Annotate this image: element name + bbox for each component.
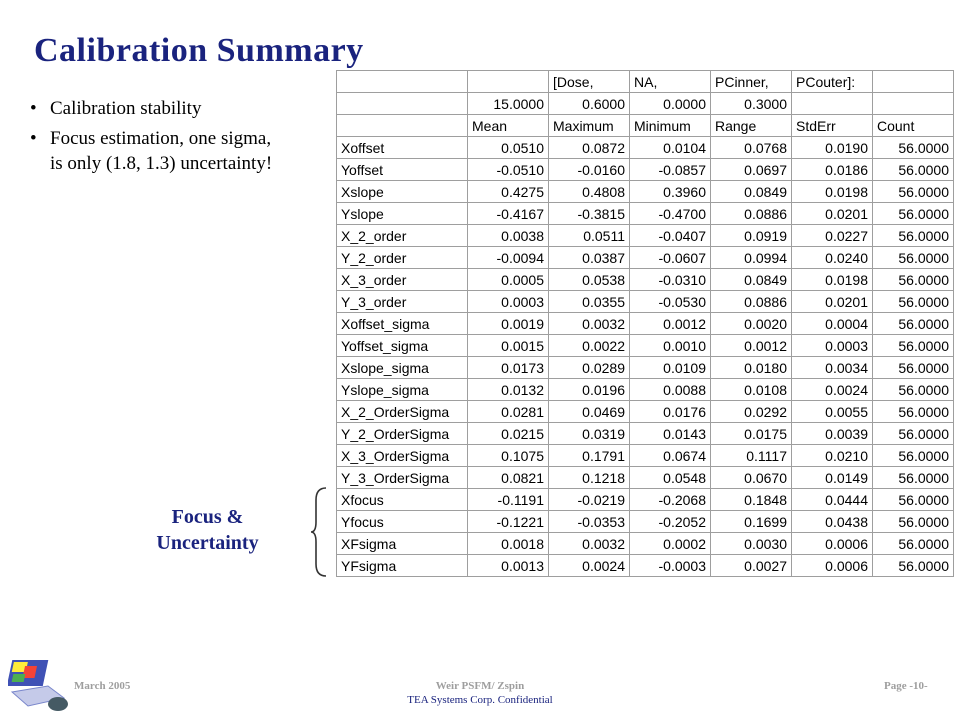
row-label-cell: X_2_OrderSigma bbox=[337, 401, 468, 423]
row-label-cell: Yoffset_sigma bbox=[337, 335, 468, 357]
table-cell: 0.0849 bbox=[711, 181, 792, 203]
table-cell: 0.0032 bbox=[549, 533, 630, 555]
table-cell: 0.0005 bbox=[468, 269, 549, 291]
bullet-list bbox=[30, 96, 280, 181]
table-header-row bbox=[337, 71, 954, 93]
calibration-table bbox=[336, 70, 954, 577]
table-cell: 0.0886 bbox=[711, 291, 792, 313]
row-label-cell: Y_2_order bbox=[337, 247, 468, 269]
table-cell: 0.6000 bbox=[549, 93, 630, 115]
table-cell: -0.0310 bbox=[630, 269, 711, 291]
row-label-cell bbox=[337, 115, 468, 137]
table-cell: 0.0175 bbox=[711, 423, 792, 445]
row-label-cell: Xoffset_sigma bbox=[337, 313, 468, 335]
bullet-item: • Calibration stability bbox=[30, 96, 280, 121]
calibration-table-body bbox=[337, 71, 954, 577]
table-cell: 56.0000 bbox=[873, 269, 954, 291]
table-row bbox=[337, 291, 954, 313]
table-row bbox=[337, 269, 954, 291]
table-cell: 0.0004 bbox=[792, 313, 873, 335]
row-label-cell: YFsigma bbox=[337, 555, 468, 577]
footer-title: Weir PSFM/ Zspin bbox=[435, 680, 525, 692]
table-cell: -0.0094 bbox=[468, 247, 549, 269]
table-cell: 56.0000 bbox=[873, 357, 954, 379]
table-cell: Mean bbox=[468, 115, 549, 137]
table-cell: 0.0006 bbox=[792, 555, 873, 577]
table-cell: 0.1699 bbox=[711, 511, 792, 533]
table-cell bbox=[873, 71, 954, 93]
tea-systems-logo-icon bbox=[8, 652, 72, 716]
table-cell: 0.0149 bbox=[792, 467, 873, 489]
table-cell: 56.0000 bbox=[873, 159, 954, 181]
table-header-row bbox=[337, 115, 954, 137]
table-cell: 0.0027 bbox=[711, 555, 792, 577]
table-row bbox=[337, 137, 954, 159]
table-cell: 0.0186 bbox=[792, 159, 873, 181]
table-cell: 15.0000 bbox=[468, 93, 549, 115]
table-cell: 0.0038 bbox=[468, 225, 549, 247]
row-label-cell: XFsigma bbox=[337, 533, 468, 555]
table-cell: 56.0000 bbox=[873, 489, 954, 511]
table-row bbox=[337, 225, 954, 247]
table-cell: 0.0012 bbox=[711, 335, 792, 357]
table-cell: 0.0000 bbox=[630, 93, 711, 115]
table-cell: 0.0002 bbox=[630, 533, 711, 555]
row-label-cell: Yfocus bbox=[337, 511, 468, 533]
table-cell: Count bbox=[873, 115, 954, 137]
table-cell: 0.0022 bbox=[549, 335, 630, 357]
table-cell: Range bbox=[711, 115, 792, 137]
table-cell: 0.0010 bbox=[630, 335, 711, 357]
row-label-cell: Xslope_sigma bbox=[337, 357, 468, 379]
table-cell: 0.0994 bbox=[711, 247, 792, 269]
table-cell: 0.0240 bbox=[792, 247, 873, 269]
table-cell: 0.0024 bbox=[549, 555, 630, 577]
row-label-cell: Yoffset bbox=[337, 159, 468, 181]
table-cell: 0.0132 bbox=[468, 379, 549, 401]
table-row bbox=[337, 203, 954, 225]
table-cell: 0.0438 bbox=[792, 511, 873, 533]
table-cell: StdErr bbox=[792, 115, 873, 137]
table-cell: 56.0000 bbox=[873, 379, 954, 401]
table-cell: 0.3960 bbox=[630, 181, 711, 203]
table-cell: 0.4275 bbox=[468, 181, 549, 203]
table-cell: 0.1848 bbox=[711, 489, 792, 511]
table-cell: 0.0018 bbox=[468, 533, 549, 555]
table-cell bbox=[792, 93, 873, 115]
row-label-cell: Xfocus bbox=[337, 489, 468, 511]
table-cell: 0.0215 bbox=[468, 423, 549, 445]
table-cell: 0.0292 bbox=[711, 401, 792, 423]
table-cell: 0.0198 bbox=[792, 269, 873, 291]
table-row bbox=[337, 313, 954, 335]
row-label-cell: X_3_OrderSigma bbox=[337, 445, 468, 467]
table-cell: -0.2052 bbox=[630, 511, 711, 533]
table-cell: 0.0034 bbox=[792, 357, 873, 379]
footer-page-number: Page -10- bbox=[884, 680, 928, 692]
table-cell: 0.0674 bbox=[630, 445, 711, 467]
table-cell: 0.1218 bbox=[549, 467, 630, 489]
table-cell: -0.0160 bbox=[549, 159, 630, 181]
row-label-cell: X_2_order bbox=[337, 225, 468, 247]
table-cell: -0.4700 bbox=[630, 203, 711, 225]
table-cell: 56.0000 bbox=[873, 137, 954, 159]
row-label-cell: Yslope bbox=[337, 203, 468, 225]
table-cell: 0.0768 bbox=[711, 137, 792, 159]
footer-confidential: TEA Systems Corp. Confidential bbox=[407, 694, 553, 706]
table-cell: 0.0020 bbox=[711, 313, 792, 335]
table-cell: 0.1075 bbox=[468, 445, 549, 467]
table-cell: NA, bbox=[630, 71, 711, 93]
table-cell: 0.0024 bbox=[792, 379, 873, 401]
table-cell: 0.0355 bbox=[549, 291, 630, 313]
slide-title: Calibration Summary bbox=[34, 32, 364, 69]
bullet-item: • Focus estimation, one sigma, is only (1.8, 1.3) uncertainty! bbox=[30, 126, 280, 176]
table-cell: 0.0444 bbox=[792, 489, 873, 511]
table-cell: 0.0670 bbox=[711, 467, 792, 489]
table-row bbox=[337, 445, 954, 467]
table-cell: 0.0003 bbox=[792, 335, 873, 357]
table-cell: 56.0000 bbox=[873, 291, 954, 313]
table-cell: PCouter]: bbox=[792, 71, 873, 93]
table-cell: PCinner, bbox=[711, 71, 792, 93]
table-row bbox=[337, 467, 954, 489]
table-row bbox=[337, 555, 954, 577]
table-cell: 0.0201 bbox=[792, 291, 873, 313]
table-cell: 0.3000 bbox=[711, 93, 792, 115]
table-cell: 0.0013 bbox=[468, 555, 549, 577]
table-row bbox=[337, 401, 954, 423]
table-cell: 0.0469 bbox=[549, 401, 630, 423]
table-row bbox=[337, 247, 954, 269]
table-cell: 0.0055 bbox=[792, 401, 873, 423]
table-row bbox=[337, 357, 954, 379]
table-cell: 0.0538 bbox=[549, 269, 630, 291]
row-label-cell: Xslope bbox=[337, 181, 468, 203]
table-cell: 56.0000 bbox=[873, 511, 954, 533]
table-cell: -0.0407 bbox=[630, 225, 711, 247]
table-cell: 0.0012 bbox=[630, 313, 711, 335]
table-cell: 0.4808 bbox=[549, 181, 630, 203]
table-cell: Minimum bbox=[630, 115, 711, 137]
table-cell: 56.0000 bbox=[873, 247, 954, 269]
table-cell: 0.0387 bbox=[549, 247, 630, 269]
table-cell: 56.0000 bbox=[873, 445, 954, 467]
table-cell bbox=[468, 71, 549, 93]
table-row bbox=[337, 159, 954, 181]
table-cell: 0.0510 bbox=[468, 137, 549, 159]
table-cell: -0.0219 bbox=[549, 489, 630, 511]
table-cell: 0.0104 bbox=[630, 137, 711, 159]
row-label-cell bbox=[337, 93, 468, 115]
focus-label-line: Focus & bbox=[171, 506, 244, 528]
table-cell bbox=[873, 93, 954, 115]
table-header-row bbox=[337, 93, 954, 115]
table-cell: 0.0190 bbox=[792, 137, 873, 159]
table-cell: 0.0511 bbox=[549, 225, 630, 247]
table-cell: 0.0019 bbox=[468, 313, 549, 335]
table-row bbox=[337, 379, 954, 401]
row-label-cell: X_3_order bbox=[337, 269, 468, 291]
table-cell: 0.0030 bbox=[711, 533, 792, 555]
curly-brace-icon bbox=[310, 486, 328, 578]
table-cell: 0.0109 bbox=[630, 357, 711, 379]
row-label-cell: Y_3_OrderSigma bbox=[337, 467, 468, 489]
table-cell: 0.0227 bbox=[792, 225, 873, 247]
table-row bbox=[337, 335, 954, 357]
table-cell: 0.0319 bbox=[549, 423, 630, 445]
table-cell: 56.0000 bbox=[873, 225, 954, 247]
table-row bbox=[337, 181, 954, 203]
table-row bbox=[337, 423, 954, 445]
table-cell: 56.0000 bbox=[873, 313, 954, 335]
table-cell: 56.0000 bbox=[873, 401, 954, 423]
table-cell: 0.0289 bbox=[549, 357, 630, 379]
table-cell: 0.0849 bbox=[711, 269, 792, 291]
table-cell: -0.0607 bbox=[630, 247, 711, 269]
table-cell: 0.0108 bbox=[711, 379, 792, 401]
row-label-cell: Xoffset bbox=[337, 137, 468, 159]
table-cell: -0.3815 bbox=[549, 203, 630, 225]
table-cell: 56.0000 bbox=[873, 335, 954, 357]
table-cell: 0.1117 bbox=[711, 445, 792, 467]
table-cell: 0.0180 bbox=[711, 357, 792, 379]
table-cell: 0.0196 bbox=[549, 379, 630, 401]
table-cell: -0.0530 bbox=[630, 291, 711, 313]
table-cell: 56.0000 bbox=[873, 203, 954, 225]
row-label-cell bbox=[337, 71, 468, 93]
table-cell: 56.0000 bbox=[873, 423, 954, 445]
table-cell: [Dose, bbox=[549, 71, 630, 93]
row-label-cell: Y_3_order bbox=[337, 291, 468, 313]
table-cell: 0.0003 bbox=[468, 291, 549, 313]
table-row bbox=[337, 489, 954, 511]
table-cell: -0.1221 bbox=[468, 511, 549, 533]
table-cell: 0.0088 bbox=[630, 379, 711, 401]
table-row bbox=[337, 511, 954, 533]
table-cell: 0.0919 bbox=[711, 225, 792, 247]
table-cell: 56.0000 bbox=[873, 555, 954, 577]
table-cell: 56.0000 bbox=[873, 181, 954, 203]
row-label-cell: Y_2_OrderSigma bbox=[337, 423, 468, 445]
table-cell: 0.0821 bbox=[468, 467, 549, 489]
table-cell: -0.0510 bbox=[468, 159, 549, 181]
table-cell: 0.0872 bbox=[549, 137, 630, 159]
table-cell: 0.0548 bbox=[630, 467, 711, 489]
table-cell: 0.0198 bbox=[792, 181, 873, 203]
table-cell: 0.0697 bbox=[711, 159, 792, 181]
table-cell: 0.0210 bbox=[792, 445, 873, 467]
table-cell: 0.0032 bbox=[549, 313, 630, 335]
table-cell: -0.0003 bbox=[630, 555, 711, 577]
table-cell: -0.0353 bbox=[549, 511, 630, 533]
focus-label-line: Uncertainty bbox=[156, 532, 259, 554]
table-cell: 0.0006 bbox=[792, 533, 873, 555]
table-cell: -0.1191 bbox=[468, 489, 549, 511]
table-cell: 56.0000 bbox=[873, 533, 954, 555]
table-cell: -0.4167 bbox=[468, 203, 549, 225]
table-cell: -0.2068 bbox=[630, 489, 711, 511]
table-row bbox=[337, 533, 954, 555]
table-cell: 0.0173 bbox=[468, 357, 549, 379]
table-cell: 56.0000 bbox=[873, 467, 954, 489]
table-cell: 0.1791 bbox=[549, 445, 630, 467]
table-cell: 0.0281 bbox=[468, 401, 549, 423]
table-cell: 0.0176 bbox=[630, 401, 711, 423]
footer-date: March 2005 bbox=[74, 680, 131, 692]
table-cell: Maximum bbox=[549, 115, 630, 137]
table-cell: 0.0039 bbox=[792, 423, 873, 445]
table-cell: 0.0015 bbox=[468, 335, 549, 357]
focus-uncertainty-label bbox=[130, 504, 285, 556]
table-cell: 0.0886 bbox=[711, 203, 792, 225]
row-label-cell: Yslope_sigma bbox=[337, 379, 468, 401]
table-cell: -0.0857 bbox=[630, 159, 711, 181]
table-cell: 0.0143 bbox=[630, 423, 711, 445]
table-cell: 0.0201 bbox=[792, 203, 873, 225]
